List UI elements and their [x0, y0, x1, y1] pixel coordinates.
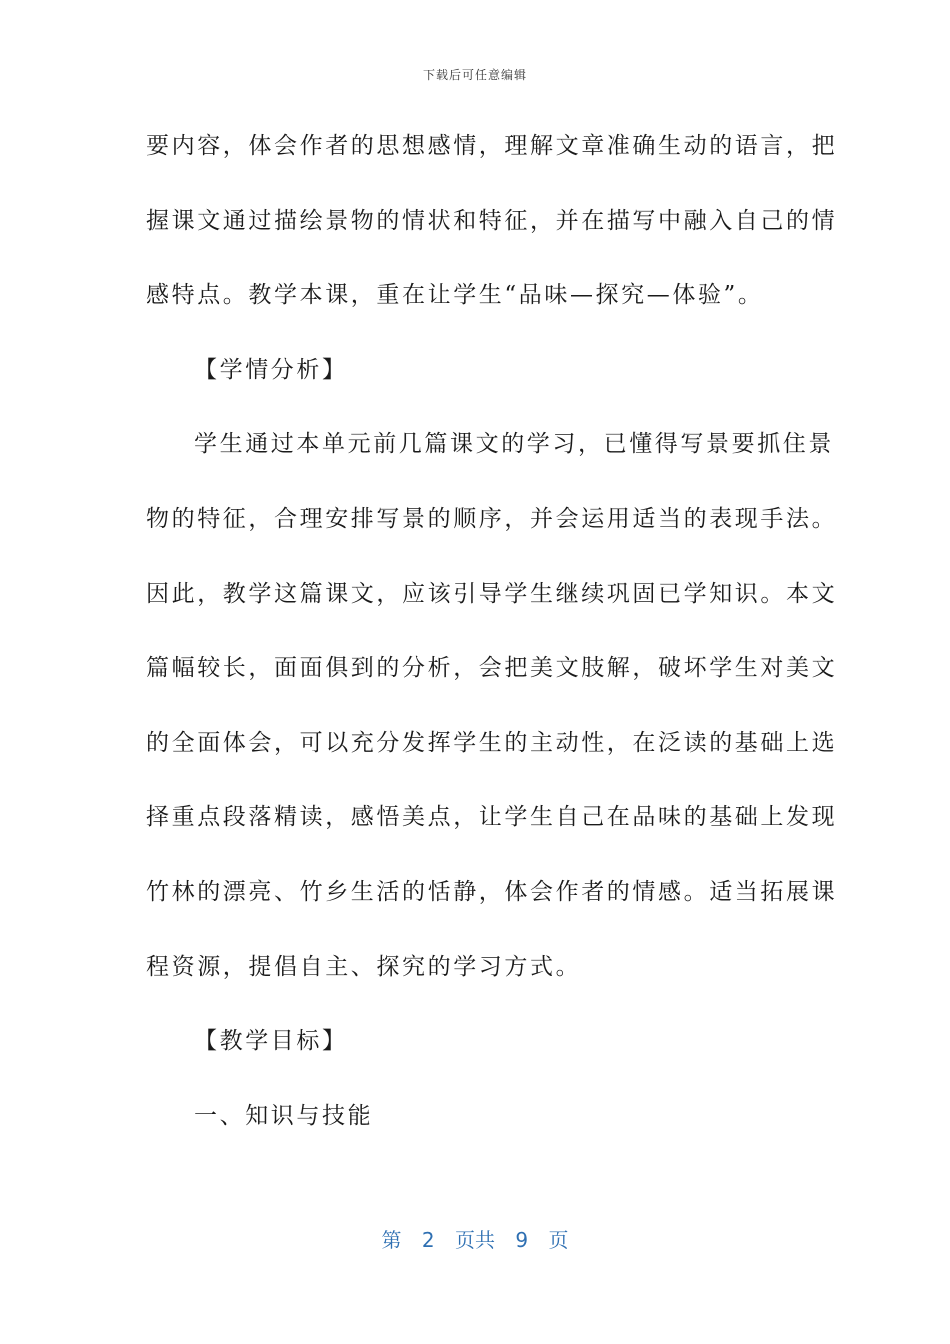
- document-body: [146, 120, 838, 1164]
- paragraph-line: 程资源，提倡自主、探究的学习方式。: [146, 953, 582, 980]
- paragraph-line: 竹林的漂亮、竹乡生活的恬静，体会作者的情感。适当拓展课: [146, 878, 838, 905]
- page-footer: [0, 1224, 950, 1253]
- paragraph-line: 握课文通过描绘景物的情状和特征，并在描写中融入自己的情: [146, 207, 838, 234]
- paragraph-line: 学生通过本单元前几篇课文的学习，已懂得写景要抓住景: [194, 431, 834, 458]
- section-heading-learning-analysis: 【学情分析】: [194, 356, 348, 383]
- paragraph-line: 的全面体会，可以充分发挥学生的主动性，在泛读的基础上选: [146, 729, 838, 756]
- footer-label-page: 第: [381, 1228, 402, 1252]
- header-note: 下载后可任意编辑: [422, 68, 527, 82]
- paragraph-line: 感特点。教学本课，重在让学生“品味—探究—体验”。: [146, 282, 764, 309]
- paragraph-line: 要内容，体会作者的思想感情，理解文章准确生动的语言，把: [146, 133, 838, 159]
- footer-label-end: 页: [548, 1228, 569, 1252]
- footer-label-total: 页共: [455, 1228, 495, 1252]
- paragraph-line: 择重点段落精读，感悟美点，让学生自己在品味的基础上发现: [146, 804, 838, 831]
- paragraph-line: 因此，教学这篇课文，应该引导学生继续巩固已学知识。本文: [146, 580, 838, 607]
- total-page-count: 9: [515, 1228, 529, 1252]
- paragraph-line: 物的特征，合理安排写景的顺序，并会运用适当的表现手法。: [146, 505, 838, 532]
- section-heading-teaching-goals: 【教学目标】: [194, 1028, 348, 1055]
- current-page-number: 2: [421, 1228, 435, 1252]
- subsection-heading: 一、知识与技能: [194, 1102, 374, 1129]
- paragraph-line: 篇幅较长，面面俱到的分析，会把美文肢解，破坏学生对美文: [146, 655, 838, 682]
